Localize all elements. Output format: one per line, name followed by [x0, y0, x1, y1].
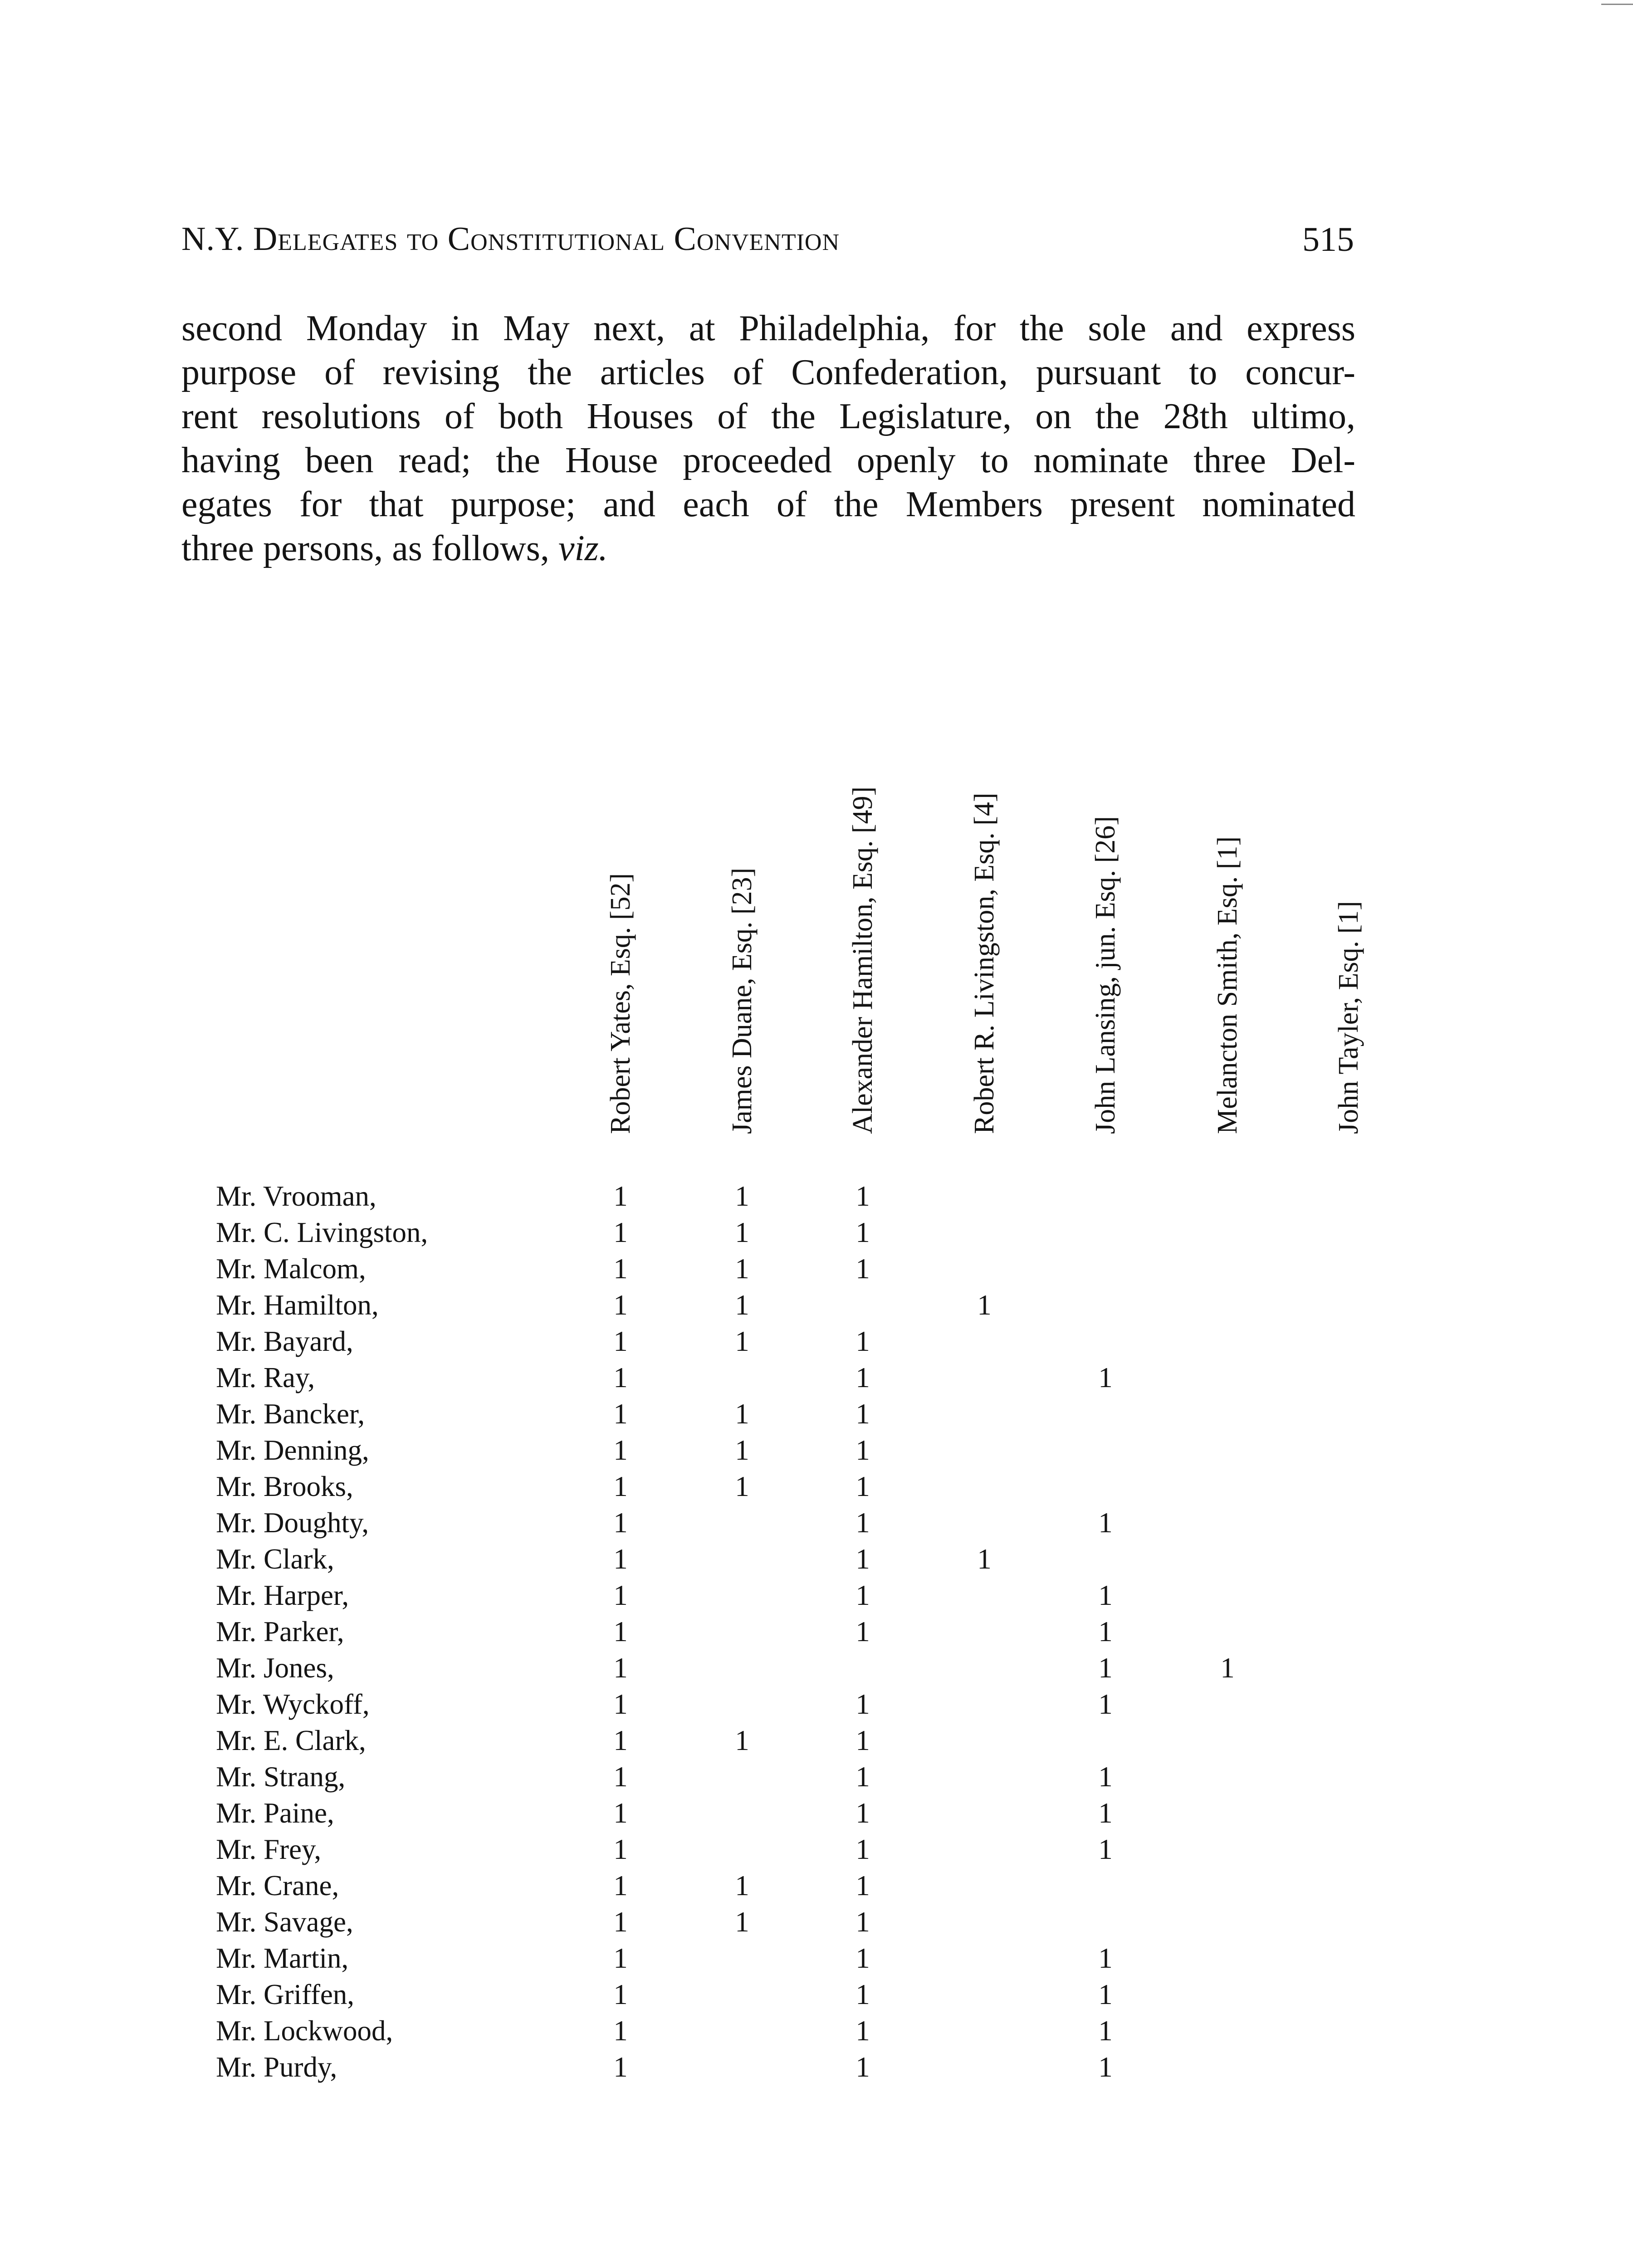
column-header-label: Alexander Hamilton, Esq. [49] — [847, 786, 878, 1134]
table-row — [0, 2013, 1633, 2049]
member-name: Mr. Jones, — [216, 1652, 334, 1684]
table-row — [0, 1795, 1633, 1831]
member-name: Mr. Hamilton, — [216, 1289, 379, 1321]
member-name: Mr. Brooks, — [216, 1471, 353, 1502]
vote-mark: 1 — [856, 1579, 870, 1611]
vote-mark: 1 — [1098, 2015, 1113, 2047]
table-row — [0, 1359, 1633, 1396]
body-line: having been read; the House proceeded openly to nominate three Del- — [181, 440, 1355, 480]
member-name: Mr. Savage, — [216, 1906, 353, 1938]
table-row — [0, 1432, 1633, 1468]
body-last-line-text: three persons, as follows, — [181, 528, 558, 568]
vote-mark: 1 — [613, 1289, 628, 1321]
table-row — [0, 1287, 1633, 1323]
vote-mark: 1 — [613, 1325, 628, 1357]
page-corner-mark — [1601, 4, 1633, 5]
vote-mark: 1 — [613, 1906, 628, 1938]
table-row — [0, 1396, 1633, 1432]
vote-mark: 1 — [856, 1325, 870, 1357]
vote-mark: 1 — [735, 1725, 749, 1756]
vote-mark: 1 — [1098, 1979, 1113, 2010]
vote-mark: 1 — [1098, 1507, 1113, 1539]
column-header — [848, 680, 889, 1134]
table-row — [0, 1505, 1633, 1541]
vote-mark: 1 — [613, 1870, 628, 1901]
member-name: Mr. Lockwood, — [216, 2015, 393, 2047]
vote-mark: 1 — [735, 1870, 749, 1901]
vote-mark: 1 — [613, 1253, 628, 1285]
column-header — [1090, 680, 1131, 1134]
member-name: Mr. Parker, — [216, 1616, 344, 1647]
vote-mark: 1 — [1098, 1362, 1113, 1393]
body-line: purpose of revising the articles of Confederation, pursuant to concur- — [181, 352, 1355, 392]
vote-mark: 1 — [1098, 1579, 1113, 1611]
table-row — [0, 1323, 1633, 1359]
vote-mark: 1 — [613, 1543, 628, 1575]
table-row — [0, 1976, 1633, 2013]
member-name: Mr. Bancker, — [216, 1398, 365, 1430]
column-header-label: Melancton Smith, Esq. [1] — [1212, 836, 1243, 1134]
vote-mark: 1 — [735, 1471, 749, 1502]
vote-mark: 1 — [856, 1362, 870, 1393]
vote-mark: 1 — [735, 1906, 749, 1938]
vote-mark: 1 — [735, 1289, 749, 1321]
member-name: Mr. Crane, — [216, 1870, 339, 1901]
body-line: rent resolutions of both Houses of the Legislature, on the 28th ultimo, — [181, 396, 1355, 436]
vote-mark: 1 — [977, 1289, 992, 1321]
vote-mark: 1 — [1098, 1761, 1113, 1793]
vote-mark: 1 — [613, 1616, 628, 1647]
vote-mark: 1 — [613, 2051, 628, 2083]
table-row — [0, 1686, 1633, 1722]
vote-mark: 1 — [613, 1507, 628, 1539]
table-row — [0, 1650, 1633, 1686]
member-name: Mr. Clark, — [216, 1543, 334, 1575]
column-header — [1213, 680, 1253, 1134]
vote-mark: 1 — [1098, 2051, 1113, 2083]
table-row — [0, 1178, 1633, 1214]
vote-mark: 1 — [1098, 1833, 1113, 1865]
vote-mark: 1 — [856, 2015, 870, 2047]
vote-mark: 1 — [856, 1180, 870, 1212]
member-name: Mr. Strang, — [216, 1761, 346, 1793]
vote-mark: 1 — [1098, 1616, 1113, 1647]
column-header-label: Robert R. Livingston, Esq. [4] — [969, 792, 1000, 1134]
member-name: Mr. Griffen, — [216, 1979, 355, 2010]
vote-mark: 1 — [735, 1180, 749, 1212]
vote-mark: 1 — [613, 1579, 628, 1611]
table-row — [0, 1759, 1633, 1795]
table-row — [0, 1251, 1633, 1287]
member-name: Mr. Harper, — [216, 1579, 349, 1611]
vote-mark: 1 — [613, 1398, 628, 1430]
vote-mark: 1 — [977, 1543, 992, 1575]
vote-mark: 1 — [613, 1979, 628, 2010]
body-line-last — [181, 527, 1355, 571]
vote-mark: 1 — [1098, 1688, 1113, 1720]
column-header — [1334, 680, 1374, 1134]
vote-mark: 1 — [735, 1253, 749, 1285]
vote-mark: 1 — [735, 1398, 749, 1430]
body-last-line-viz: viz. — [558, 528, 608, 568]
table-row — [0, 1831, 1633, 1867]
vote-mark: 1 — [856, 1833, 870, 1865]
table-row — [0, 1541, 1633, 1577]
vote-mark: 1 — [613, 1725, 628, 1756]
table-row — [0, 1867, 1633, 1904]
vote-mark: 1 — [856, 1870, 870, 1901]
vote-mark: 1 — [613, 1942, 628, 1974]
vote-mark: 1 — [613, 2015, 628, 2047]
member-name: Mr. Bayard, — [216, 1325, 353, 1357]
member-name: Mr. C. Livingston, — [216, 1217, 428, 1248]
vote-mark: 1 — [613, 1833, 628, 1865]
member-name: Mr. Frey, — [216, 1833, 322, 1865]
vote-mark: 1 — [856, 2051, 870, 2083]
column-header-label: James Duane, Esq. [23] — [727, 867, 758, 1134]
table-row — [0, 1577, 1633, 1613]
vote-mark: 1 — [735, 1217, 749, 1248]
body-line: second Monday in May next, at Philadelphia, for the sole and express — [181, 308, 1355, 348]
vote-mark: 1 — [856, 1507, 870, 1539]
vote-mark: 1 — [613, 1180, 628, 1212]
table-row — [0, 1468, 1633, 1505]
table-row — [0, 2049, 1633, 2085]
vote-mark: 1 — [856, 1543, 870, 1575]
table-row — [0, 1613, 1633, 1650]
member-name: Mr. Vrooman, — [216, 1180, 376, 1212]
member-name: Mr. Ray, — [216, 1362, 315, 1393]
vote-mark: 1 — [856, 1253, 870, 1285]
vote-mark: 1 — [613, 1761, 628, 1793]
table-row — [0, 1940, 1633, 1976]
vote-mark: 1 — [613, 1797, 628, 1829]
column-header — [727, 680, 768, 1134]
member-name: Mr. Paine, — [216, 1797, 334, 1829]
vote-mark: 1 — [856, 1797, 870, 1829]
table-row — [0, 1722, 1633, 1759]
vote-mark: 1 — [856, 1761, 870, 1793]
page-number: 515 — [1302, 220, 1354, 259]
vote-mark: 1 — [1220, 1652, 1235, 1684]
vote-mark: 1 — [856, 1398, 870, 1430]
vote-mark: 1 — [1098, 1652, 1113, 1684]
vote-mark: 1 — [856, 1616, 870, 1647]
vote-mark: 1 — [735, 1325, 749, 1357]
vote-mark: 1 — [1098, 1797, 1113, 1829]
vote-mark: 1 — [613, 1471, 628, 1502]
running-head — [181, 222, 840, 256]
member-name: Mr. Doughty, — [216, 1507, 369, 1539]
vote-mark: 1 — [856, 1942, 870, 1974]
column-header-label: John Lansing, jun. Esq. [26] — [1090, 816, 1121, 1134]
vote-mark: 1 — [856, 1688, 870, 1720]
member-name: Mr. Purdy, — [216, 2051, 337, 2083]
vote-mark: 1 — [613, 1217, 628, 1248]
running-head-title: Delegates to Constitutional Convention — [253, 220, 840, 258]
column-header-label: Robert Yates, Esq. [52] — [605, 873, 636, 1134]
member-name: Mr. Malcom, — [216, 1253, 366, 1285]
vote-mark: 1 — [613, 1652, 628, 1684]
vote-mark: 1 — [613, 1688, 628, 1720]
body-paragraph — [181, 307, 1355, 571]
column-header-label: John Tayler, Esq. [1] — [1333, 901, 1364, 1134]
column-header — [969, 680, 1010, 1134]
vote-mark: 1 — [856, 1434, 870, 1466]
body-line: egates for that purpose; and each of the Members present nominated — [181, 484, 1355, 524]
vote-mark: 1 — [856, 1217, 870, 1248]
vote-mark: 1 — [613, 1362, 628, 1393]
running-head-prefix: N.Y. — [181, 220, 253, 258]
vote-mark: 1 — [856, 1979, 870, 2010]
member-name: Mr. Denning, — [216, 1434, 369, 1466]
member-name: Mr. Wyckoff, — [216, 1688, 370, 1720]
vote-mark: 1 — [856, 1471, 870, 1502]
vote-mark: 1 — [1098, 1942, 1113, 1974]
member-name: Mr. E. Clark, — [216, 1725, 366, 1756]
column-header — [606, 680, 646, 1134]
vote-mark: 1 — [613, 1434, 628, 1466]
member-name: Mr. Martin, — [216, 1942, 349, 1974]
vote-mark: 1 — [856, 1725, 870, 1756]
table-row — [0, 1904, 1633, 1940]
vote-mark: 1 — [735, 1434, 749, 1466]
table-row — [0, 1214, 1633, 1251]
vote-mark: 1 — [856, 1906, 870, 1938]
